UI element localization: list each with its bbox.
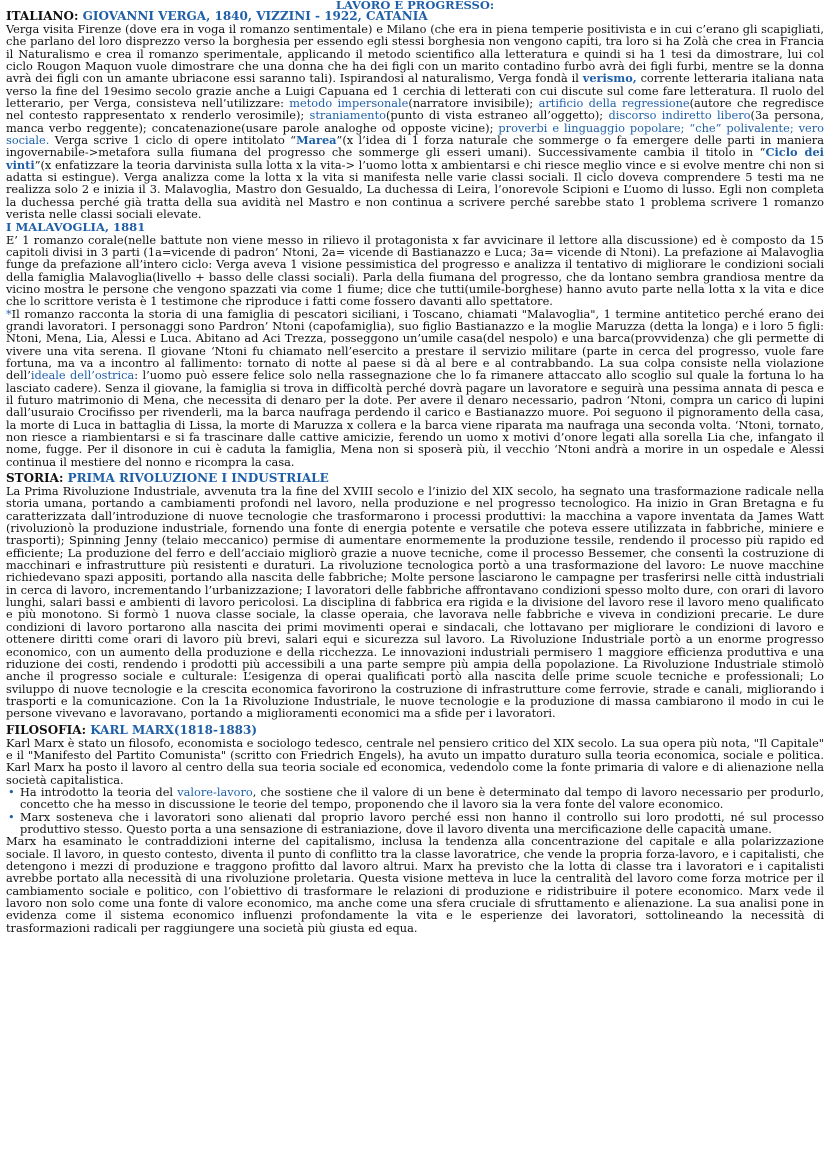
section-label: STORIA: (6, 471, 64, 486)
term-metodo: metodo impersonale (289, 96, 409, 111)
section-subject: PRIMA RIVOLUZIONE I INDUSTRIALE (67, 471, 329, 486)
malavoglia-plot-paragraph: *Il romanzo racconta la storia di una famiglia di pescatori siciliani, i Toscano, chiamati "Malavoglia", 1 termine antitetico perché erano dei grandi lavoratori. I personaggi sono Pardron’ Ntoni (capofamiglia), suo figlio Bastianazzo e la moglie Maruzza (detta la longa) e i loro 5 figli: Ntoni, Mena, Lia, Alessi e Luca. Abitano ad Aci Trezza, posseggono un’umile casa(del nespolo) e una barca(provvidenza) che gli permette di vivere una vita serena. Il giovane ‘Ntoni fu chiamato nell’esercito a prestare il servizio militare (parte in cerca del progresso, vuole fare fortuna, ma va a incontro al fallimento: tornato di notte al paese si dà al bere e al contrabbando. La sua colpa consiste nella violazione dell’ideale dell’ostrica: l’uomo può essere felice solo nella rassegnazione che lo fa rimanere attaccato allo scoglio sul quale la fortuna lo ha lasciato cadere). Senza il giovane, la famiglia si trova in difficoltà perché dovrà pagare un lavoratore e seguirà una pessima annata di pesca e il futuro matrimonio di Mena, che necessita di denaro per la dote. Per avere il denaro necessario, padron ‘Ntoni, compra un carico di lupini dall’usuraio Crocifisso per rivenderli, ma la barca naufraga perdendo il carico e Bastianazzo muore. Poi seguono il pignoramento della casa, la morte di Luca in battaglia di Lissa, la morte di Maruzza x collera e la barca viene riparata ma naufraga una seconda volta. ‘Ntoni, tornato, non riesce a riambientarsi e si fa trascinare dalle cattive amicizie, ferendo un uomo x motivi d’onore legati alla sorella Lia che, infangato il nome, fugge. Per il disonore in cui è caduta la famiglia, Mena non si sposerà più, il vecchio ‘Ntoni andrà a morire in un ospedale e Alessi continua il mestiere del nonno e ricompra la casa. (6, 306, 824, 469)
bullet-icon: • (8, 784, 15, 799)
section-heading-filosofia (6, 724, 824, 737)
marx-intro-paragraph: Karl Marx è stato un filosofo, economista e sociologo tedesco, centrale nel pensiero critico del XIX secolo. La sua opera più nota, "Il Capitale" e il "Manifesto del Partito Comunista" (scritto con Friedrich Engels), ha avuto un impatto duraturo sulla teoria economica, sociale e politica. Karl Marx ha posto il lavoro al centro della sua teoria sociale ed economica, vedendolo come la fonte primaria di valore e di alienazione nella società capitalistica. (6, 735, 824, 787)
term-artificio: artificio della regressione (538, 96, 690, 111)
list-item: • Ha introdotto la teoria del valore-lavoro, che sostiene che il valore di un bene è determinato dal tempo di lavoro necessario per produrlo, concetto che ha messo in discussione le teorie del tempo, proponendo che il lavoro sia la vera fonte del valore economico. (8, 784, 824, 812)
marx-analysis-paragraph: Marx ha esaminato le contraddizioni interne del capitalismo, inclusa la tendenza alla concentrazione del capitale e alla polarizzazione sociale. Il lavoro, in questo contesto, diventa il punto di conflitto tra la classe lavoratrice, che vende la propria forza-lavoro, e i capitalisti, che detengono i mezzi di produzione e traggono profitto dal lavoro altrui. Marx ha previsto che la lotta di classe tra i lavoratori e i capitalisti avrebbe portato alla necessità di una rivoluzione proletaria. Questa visione metteva in luce la centralità del lavoro come forza motrice per il cambiamento sociale e politico, con l’obiettivo di trasformare le relazioni di produzione e ridistribuire il potere economico. Marx vede il lavoro non solo come una fonte di valore economico, ma anche come una sfera cruciale di sfruttamento e alienazione. La sua analisi pone in evidenza come il sistema economico influenzi profondamente la vita e le esperienze dei lavoratori, sottolineando la necessità di trasformazioni radicali per raggiungere una società più giusta ed equa. (6, 834, 824, 935)
page-title: LAVORO E PROGRESSO: (335, 0, 495, 12)
term-proverbi: proverbi e linguaggio popolare; “che” polivalente; vero sociale. (6, 120, 825, 148)
verismo-term: verismo, (582, 71, 637, 86)
star-marker: * (6, 306, 12, 321)
malavoglia-paragraph: E’ 1 romanzo corale(nelle battute non viene messo in rilievo il protagonista x far avvicinare il lettore alla discussione) ed è composto da 15 capitoli divisi in 3 parti (1a=vicende di padron’ Ntoni, 2a= vicende di Bastianazzo e Luca; 3a= vicende di Ntoni). La prefazione ai Malavoglia funge da prefazione all’intero ciclo: Verga aveva 1 visione pessimistica del progresso e analizza il tentativo di migliorare le condizioni sociali della famiglia Malavoglia(livello + basso delle classi sociali). Parla della fiumana del progresso, che da lontano sembra grandiosa mentre da vicino mostra le persone che vengono spazzati via come 1 fiume; dice che tutti(umile-borghese) hanno avuto parte nella lotta x la vita e dice che lo scrittore verista è 1 testimone che riproduce i fatti come fossero davanti allo spettatore. (6, 232, 824, 309)
section-label: ITALIANO: (6, 9, 79, 23)
section-subject: GIOVANNI VERGA, 1840, VIZZINI - 1922, CATANIA (82, 9, 428, 23)
list-item: • Marx sosteneva che i lavoratori sono alienati dal proprio lavoro perché essi non hanno il controllo sui loro prodotti, né sul processo produttivo stesso. Questo porta a una sensazione di estraniazione, dove il lavoro diventa una mercificazione delle capacità umane. (8, 809, 824, 836)
section-subject: KARL MARX(1818-1883) (90, 722, 258, 737)
section-label: FILOSOFIA: (6, 722, 87, 737)
bullet-icon: • (8, 809, 15, 824)
verga-paragraph: Verga visita Firenze (dove era in voga il romanzo sentimentale) e Milano (che era in piena temperie positivista e in cui c’erano gli scapigliati, che parlano del loro disprezzo verso la borghesia per essendo egli stessi borghesia non vengono capiti, tra loro si ha Zolà che crea in Francia il Naturalismo e crea il romanzo sperimentale, applicando il metodo scientifico alla letteratura e quindi si ha 1 tesi da dimostrare, lui col ciclo Rougon Maquon vuole dimostrare che una donna che ha dei figli con un marito contadino furbo avrà dei figli furbi, mentre se la donna avrà dei figli con un amante ubriacone essi saranno tali). Ispirandosi al naturalismo, Verga fondà il verismo, corrente letteraria italiana nata verso la fine del 19esimo secolo grazie anche a Luigi Capuana ed 1 cerchia di letterati con cui discute sul come fare letteratura. Il ruolo del letterario, per Verga, consisteva nell’utilizzare: metodo impersonale(narratore invisibile); artificio della regressione(autore che regredisce nel contesto rappresentato x renderlo verosimile); straniamento(punto di vista estraneo all’oggetto); discorso indiretto libero(3a persona, manca verbo reggente); concatenazione(usare parole analoghe od opposte vicine); proverbi e linguaggio popolare; “che” polivalente; vero sociale. Verga scrive 1 ciclo di opere intitolato “Marea”(x l’idea di 1 forza naturale che sommerge o fa emergere delle parti in maniera ingovernabile->metafora sulla fiumana del progresso che sommerge gli esseri umani). Successivamente cambia il titolo in “Ciclo dei vinti”(x enfatizzare la teoria darvinista sulla lotta x la vita-> l’uomo lotta x ambientarsi e chi riesce meglio vince e si evolve mentre chi non si adatta si estingue). Verga analizza come la lotta x la vita si manifesta nelle varie classi sociali. Il ciclo doveva comprendere 5 testi ma ne realizza solo 2 e inizia il 3. Malavoglia, Mastro don Gesualdo, La duchessa di Leira, l’onorevole Scipioni e L’uomo di lusso. Egli non completa la duchessa perché già tratta della sua avidità nel Mastro e non continua a scrivere perché sarebbe stato 1 problema scrivere 1 romanzo verista nelle classi sociali elevate. (6, 22, 825, 222)
term-marea: Marea (296, 133, 337, 148)
term-ideale-ostrica: ideale dell’ostrica (30, 368, 135, 383)
marx-bullet-list (6, 786, 824, 835)
term-ciclo-vinti: Ciclo dei vinti (6, 145, 824, 172)
malavoglia-heading: I MALAVOGLIA, 1881 (6, 219, 146, 234)
term-valore-lavoro: valore-lavoro (177, 784, 253, 799)
storia-paragraph: La Prima Rivoluzione Industriale, avvenuta tra la fine del XVIII secolo e l’inizio del XIX secolo, ha segnato una trasformazione radicale nella storia umana, portando a cambiamenti profondi nel lavoro, nella produzione e nel progresso tecnologico. Ha inizio in Gran Bretagna e fu caratterizzata dall’introduzione di nuove tecnologie che trasformarono i processi produttivi: la macchina a vapore inventata da James Watt (rivoluzionò la produzione industriale, fornendo una fonte di energia potente e versatile che poteva essere utilizzata in fabbriche, miniere e trasporti); Spinning Jenny (telaio meccanico) permise di aumentare enormemente la produzione tessile, rendendo il processo più rapido ed efficiente; La produzione del ferro e dell’acciaio migliorò grazie a nuove tecniche, come il processo Bessemer, che consentì la costruzione di macchinari e infrastrutture più resistenti e duraturi. La rivoluzione tecnologica portò a una trasformazione del lavoro: Le nuove macchine richiedevano spazi appositi, portando alla nascita delle fabbriche; Molte persone lasciarono le campagne per trasferirsi nelle città industriali in cerca di lavoro, incrementando l’urbanizzazione; I lavoratori delle fabbriche affrontavano condizioni spesso molto dure, con orari di lavoro lunghi, salari bassi e ambienti di lavoro pericolosi. La disciplina di fabbrica era rigida e la divisione del lavoro rese il lavoro meno qualificato e più monotono. Si formò 1 nuova classe sociale, la classe operaia, che lavorava nelle fabbriche e viveva in condizioni precarie. Le dure condizioni di lavoro portarono alla nascita dei primi movimenti operai e sindacali, che lottavano per migliorare le condizioni di lavoro e ottenere diritti come orari di lavoro più brevi, salari equi e sicurezza sul lavoro. La Rivoluzione Industriale portò a un enorme progresso economico, con un aumento della produzione e della ricchezza. Le innovazioni industriali permisero 1 maggiore efficienza produttiva e una riduzione dei costi, rendendo i prodotti più accessibili a una parte sempre più ampia della popolazione. La Rivoluzione Industriale stimolò anche il progresso sociale e culturale: L’esigenza di operai qualificati portò alla nascita delle prime scuole tecniche e professionali; Lo sviluppo di nuove tecnologie e la crescita economica favorirono la costruzione di infrastrutture come ferrovie, strade e canali, migliorando i trasporti e la comunicazione. Con la 1a Rivoluzione Industriale, le nuove tecnologie e la produzione di massa cambiarono il modo in cui le persone vivevano e lavoravano, portando a miglioramenti economici ma a sfide per i lavoratori. (6, 484, 824, 721)
term-straniamento: straniamento (309, 108, 386, 123)
term-discorso: discorso indiretto libero (608, 108, 751, 123)
